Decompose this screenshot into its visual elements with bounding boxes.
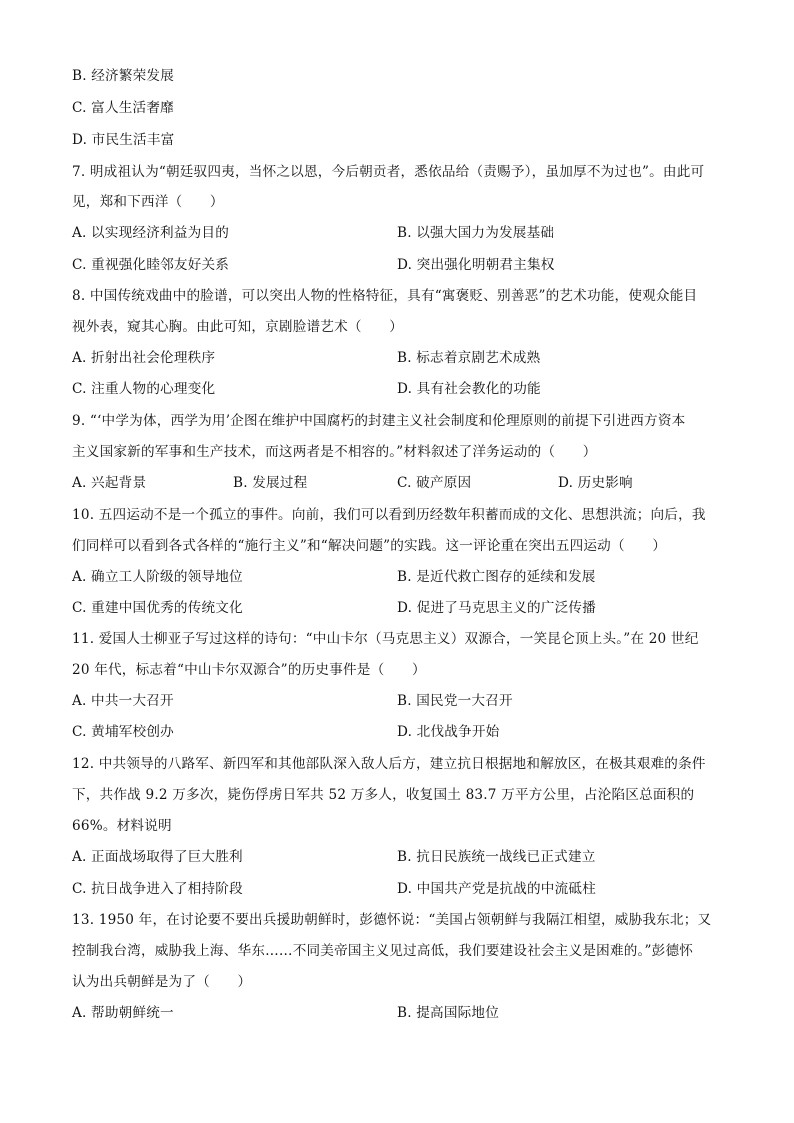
q12-option-d: D. 中国共产党是抗战的中流砥柱 — [397, 881, 596, 897]
q6-option-b: B. 经济繁荣发展 — [72, 68, 174, 84]
q6-option-c: C. 富人生活奢靡 — [72, 100, 174, 116]
q7-option-a: A. 以实现经济利益为目的 — [72, 225, 229, 241]
q13-option-a: A. 帮助朝鲜统一 — [72, 1005, 174, 1021]
q10-stem-line1: 10. 五四运动不是一个孤立的事件。向前，我们可以看到历经数年积蓄而成的文化、思想洪流；向后，我 — [72, 507, 706, 523]
q11-stem-line1: 11. 爱国人士柳亚子写过这样的诗句：“中山卡尔（马克思主义）双源合，一笑昆仑顶上头。”在 20 世纪 — [72, 631, 699, 647]
q8-option-c: C. 注重人物的心理变化 — [72, 381, 216, 397]
q13-stem-line1: 13. 1950 年，在讨论要不要出兵援助朝鲜时，彭德怀说：“美国占领朝鲜与我隔江相望，威胁我东北；又 — [72, 912, 712, 928]
q10-option-b: B. 是近代救亡图存的延续和发展 — [397, 569, 596, 585]
q10-option-a: A. 确立工人阶级的领导地位 — [72, 569, 243, 585]
q8-option-a: A. 折射出社会伦理秩序 — [72, 350, 216, 366]
q11-option-a: A. 中共一大召开 — [72, 693, 174, 709]
q13-option-b: B. 提高国际地位 — [397, 1005, 499, 1021]
q7-option-b: B. 以强大国力为发展基础 — [397, 225, 555, 241]
q13-stem-line2: 控制我台湾，威胁我上海、华东……不同美帝国主义见过高低，我们要建设社会主义是困难的。”彭德怀 — [72, 943, 694, 959]
q12-option-b: B. 抗日民族统一战线已正式建立 — [397, 849, 596, 865]
q9-option-c: C. 破产原因 — [397, 475, 472, 491]
q12-option-c: C. 抗日战争进入了相持阶段 — [72, 881, 243, 897]
q11-option-d: D. 北伐战争开始 — [397, 724, 500, 740]
q7-stem-line1: 7. 明成祖认为“朝廷驭四夷，当怀之以恩，今后朝贡者，悉依品给（责赐予），虽加厚不为过也”。由此可 — [72, 164, 705, 180]
q9-option-d: D. 历史影响 — [558, 475, 633, 491]
q6-option-d: D. 市民生活丰富 — [72, 132, 175, 148]
q8-stem-line1: 8. 中国传统戏曲中的脸谱，可以突出人物的性格特征，具有“寓褒贬、别善恶”的艺术功能，使观众能目 — [72, 288, 698, 304]
q7-option-c: C. 重视强化睦邻友好关系 — [72, 257, 230, 273]
q8-stem-line2: 视外表，窥其心胸。由此可知，京剧脸谱艺术（ ） — [72, 319, 404, 335]
q8-option-d: D. 具有社会教化的功能 — [397, 381, 541, 397]
q9-stem-line1: 9. “‘中学为体，西学为用’企图在维护中国腐朽的封建主义社会制度和伦理原则的前提下引进西方资本 — [72, 413, 686, 429]
q12-stem-line1: 12. 中共领导的八路军、新四军和其他部队深入敌人后方，建立抗日根据地和解放区，在极其艰难的条件 — [72, 756, 706, 772]
q9-option-b: B. 发展过程 — [233, 475, 308, 491]
q11-option-c: C. 黄埔军校创办 — [72, 724, 174, 740]
q11-option-b: B. 国民党一大召开 — [397, 693, 513, 709]
q12-stem-line2: 下，共作战 9.2 万多次，毙伤俘虏日军共 52 万多人，收复国土 83.7 万平方公里，占沦陷区总面积的 — [72, 787, 695, 803]
q10-stem-line2: 们同样可以看到各式各样的“施行主义”和“解决问题”的实践。这一评论重在突出五四运动（ ） — [72, 538, 667, 554]
q13-stem-line3: 认为出兵朝鲜是为了（ ） — [72, 974, 252, 990]
q12-option-a: A. 正面战场取得了巨大胜利 — [72, 849, 243, 865]
q9-option-a: A. 兴起背景 — [72, 475, 147, 491]
q7-stem-line2: 见，郑和下西洋（ ） — [72, 194, 224, 210]
q10-option-d: D. 促进了马克思主义的广泛传播 — [397, 600, 596, 616]
q12-stem-line3: 66%。材料说明 — [72, 818, 172, 834]
q10-option-c: C. 重建中国优秀的传统文化 — [72, 600, 243, 616]
q8-option-b: B. 标志着京剧艺术成熟 — [397, 350, 541, 366]
q7-option-d: D. 突出强化明朝君主集权 — [397, 257, 555, 273]
q11-stem-line2: 20 年代，标志着“中山卡尔双源合”的历史事件是（ ） — [72, 662, 426, 678]
q9-stem-line2: 主义国家新的军事和生产技术，而这两者是不相容的。”材料叙述了洋务运动的（ ） — [72, 444, 597, 460]
